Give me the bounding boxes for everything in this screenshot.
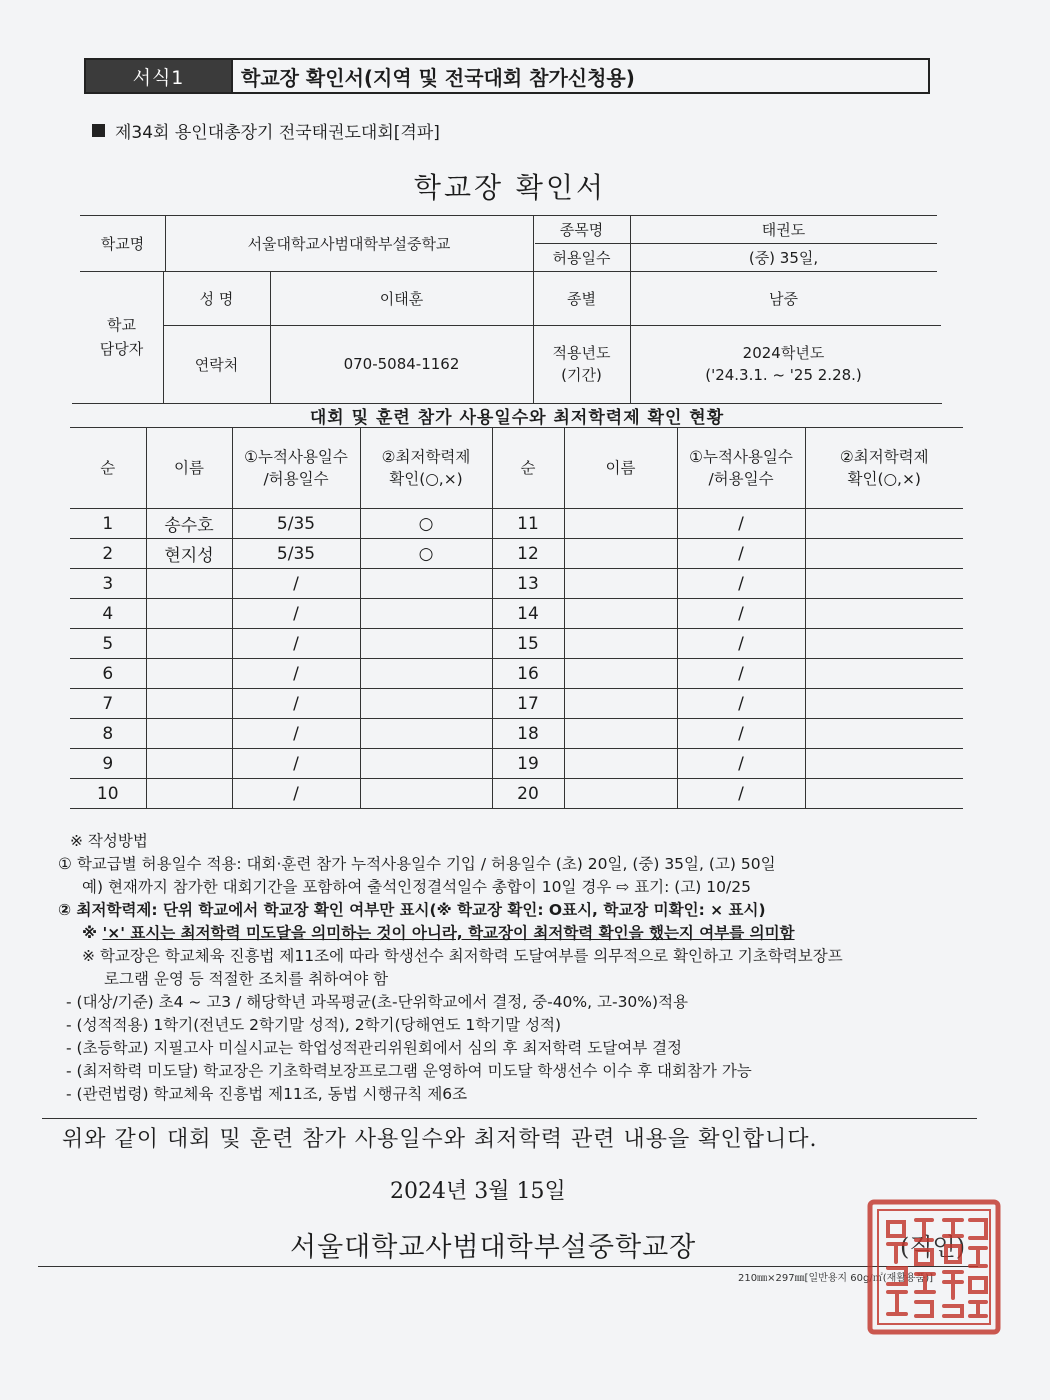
student-name xyxy=(146,659,232,689)
principal-title: 서울대학교사범대학부설중학교장 xyxy=(290,1232,697,1263)
detail-law: - (관련법령) 학교체육 진흥법 제11조, 동법 시행규칙 제6조 xyxy=(66,1085,468,1103)
usage-table xyxy=(70,427,963,809)
student-name xyxy=(564,719,677,749)
min-academic-check: ○ xyxy=(360,539,492,569)
min-academic-check xyxy=(805,599,963,629)
used-days: 5/35 xyxy=(232,539,360,569)
note-2b-line-2: 로그램 운영 등 적절한 조치를 취하여야 함 xyxy=(104,970,389,988)
used-days: / xyxy=(232,569,360,599)
min-academic-check xyxy=(805,719,963,749)
form-code: 서식1 xyxy=(86,60,231,92)
column-header: 이름 xyxy=(146,428,232,509)
student-name: 현지성 xyxy=(146,539,232,569)
student-name xyxy=(564,509,677,539)
min-academic-check: ○ xyxy=(360,509,492,539)
row-number: 19 xyxy=(492,749,564,779)
student-name xyxy=(146,749,232,779)
used-days: / xyxy=(677,719,805,749)
contact-label: 연락처 xyxy=(194,355,239,374)
student-name xyxy=(564,689,677,719)
row-number: 1 xyxy=(70,509,146,539)
form-header xyxy=(84,58,930,94)
student-name: 송수호 xyxy=(146,509,232,539)
column-header: ②최저학력제 확인(○,×) xyxy=(360,428,492,509)
student-name xyxy=(564,629,677,659)
seal-label: (직인) xyxy=(900,1233,966,1261)
event-line xyxy=(92,118,440,143)
row-number: 15 xyxy=(492,629,564,659)
used-days: / xyxy=(677,689,805,719)
column-header: 순 xyxy=(70,428,146,509)
used-days: / xyxy=(677,509,805,539)
row-number: 11 xyxy=(492,509,564,539)
year-value: 2024학년도 ('24.3.1. ~ '25 2.28.) xyxy=(705,344,862,384)
student-name xyxy=(146,629,232,659)
table-row xyxy=(70,749,963,779)
used-days: / xyxy=(677,629,805,659)
table-row xyxy=(70,599,963,629)
student-name xyxy=(146,779,232,809)
used-days: / xyxy=(232,749,360,779)
min-academic-check xyxy=(805,569,963,599)
student-name xyxy=(564,599,677,629)
detail-target: - (대상/기준) 초4 ~ 고3 / 해당학년 과목평균(초-단위학교에서 결정, 중-40%, 고-30%)적용 xyxy=(66,993,689,1011)
row-number: 9 xyxy=(70,749,146,779)
divider xyxy=(42,1118,977,1119)
table-row xyxy=(70,719,963,749)
used-days: / xyxy=(677,659,805,689)
used-days: / xyxy=(232,719,360,749)
category-value: 남중 xyxy=(769,289,798,308)
row-number: 13 xyxy=(492,569,564,599)
name-value: 이태훈 xyxy=(379,289,424,308)
row-number: 3 xyxy=(70,569,146,599)
year-label: 적용년도 (기간) xyxy=(552,344,611,384)
name-label: 성 명 xyxy=(199,289,234,308)
min-academic-check xyxy=(360,749,492,779)
min-academic-check xyxy=(360,719,492,749)
section-title: 대회 및 훈련 참가 사용일수와 최저학력제 확인 현황 xyxy=(309,408,725,428)
document-title: 학교장 확인서 xyxy=(413,171,607,204)
table-row xyxy=(70,509,963,539)
contact-value: 070-5084-1162 xyxy=(343,355,460,373)
min-academic-check xyxy=(360,659,492,689)
student-name xyxy=(564,539,677,569)
min-academic-check xyxy=(805,509,963,539)
used-days: / xyxy=(677,539,805,569)
note-2a-text: '×' 표시는 최저학력 미도달을 의미하는 것이 아니라, 학교장이 최저학력 확인을 했는지 여부를 의미함 xyxy=(102,924,795,942)
used-days: / xyxy=(232,689,360,719)
note-2: ② 최저학력제: 단위 학교에서 학교장 확인 여부만 표시(※ 학교장 확인: O표시, 학교장 미확인: × 표시) xyxy=(58,901,766,919)
note-1: ① 학교급별 허용일수 적용: 대회·훈련 참가 누적사용일수 기입 / 허용일수 (초) 20일, (중) 35일, (고) 50일 xyxy=(58,855,776,873)
black-square-icon xyxy=(92,124,105,137)
used-days: 5/35 xyxy=(232,509,360,539)
student-name xyxy=(564,779,677,809)
form-title: 학교장 확인서(지역 및 전국대회 참가신청용) xyxy=(231,60,928,92)
min-academic-check xyxy=(360,569,492,599)
school-value: 서울대학교사범대학부설중학교 xyxy=(247,234,451,253)
detail-not-reached: - (최저학력 미도달) 학교장은 기초학력보장프로그램 운영하여 미도달 학생선수 이수 후 대회참가 가능 xyxy=(66,1062,752,1080)
confirmation-text: 위와 같이 대회 및 훈련 참가 사용일수와 최저학력 관련 내용을 확인합니다. xyxy=(62,1127,818,1152)
note-2a xyxy=(58,922,978,945)
event-name: 제34회 용인대총장기 전국태권도대회[격파] xyxy=(115,123,440,143)
row-number: 5 xyxy=(70,629,146,659)
min-academic-check xyxy=(805,779,963,809)
row-number: 12 xyxy=(492,539,564,569)
used-days: / xyxy=(677,599,805,629)
min-academic-check xyxy=(360,629,492,659)
student-name xyxy=(146,719,232,749)
official-seal-icon xyxy=(866,1198,1002,1336)
table-row xyxy=(70,689,963,719)
sport-label: 종목명 xyxy=(559,220,604,239)
row-number: 14 xyxy=(492,599,564,629)
used-days: / xyxy=(677,779,805,809)
allowed-days-label: 허용일수 xyxy=(552,248,611,267)
note-2a-mark: ※ xyxy=(82,924,98,942)
row-number: 6 xyxy=(70,659,146,689)
allowed-days-value: (중) 35일, xyxy=(748,248,819,267)
min-academic-check xyxy=(360,599,492,629)
note-2b-line-1: ※ 학교장은 학교체육 진흥법 제11조에 따라 학생선수 최저학력 도달여부를 의무적으로 확인하고 기초학력보장프 xyxy=(82,947,843,965)
min-academic-check xyxy=(805,629,963,659)
detail-grades: - (성적적용) 1학기(전년도 2학기말 성적), 2학기(당해연도 1학기말 성적) xyxy=(66,1016,562,1034)
student-name xyxy=(146,599,232,629)
column-header: ①누적사용일수 /허용일수 xyxy=(232,428,360,509)
student-name xyxy=(564,569,677,599)
row-number: 20 xyxy=(492,779,564,809)
column-header: 이름 xyxy=(564,428,677,509)
table-row xyxy=(70,629,963,659)
row-number: 17 xyxy=(492,689,564,719)
student-name xyxy=(564,659,677,689)
manager-label: 학교 담당자 xyxy=(99,316,144,358)
student-name xyxy=(146,569,232,599)
student-name xyxy=(564,749,677,779)
column-header: ①누적사용일수 /허용일수 xyxy=(677,428,805,509)
min-academic-check xyxy=(805,689,963,719)
table-row xyxy=(70,659,963,689)
table-row xyxy=(70,779,963,809)
table-row xyxy=(70,569,963,599)
issue-date: 2024년 3월 15일 xyxy=(390,1179,566,1204)
row-number: 8 xyxy=(70,719,146,749)
student-name xyxy=(146,689,232,719)
row-number: 16 xyxy=(492,659,564,689)
used-days: / xyxy=(232,629,360,659)
row-number: 10 xyxy=(70,779,146,809)
category-label: 종별 xyxy=(567,289,596,308)
min-academic-check xyxy=(805,659,963,689)
column-header: ②최저학력제 확인(○,×) xyxy=(805,428,963,509)
table-row xyxy=(70,539,963,569)
used-days: / xyxy=(232,599,360,629)
row-number: 7 xyxy=(70,689,146,719)
notes-heading: ※ 작성방법 xyxy=(70,832,148,850)
min-academic-check xyxy=(805,749,963,779)
sport-value: 태권도 xyxy=(761,220,806,239)
row-number: 4 xyxy=(70,599,146,629)
paper-spec: 210㎜×297㎜[일반용지 60g/㎡(재활용품)] xyxy=(738,1273,934,1284)
used-days: / xyxy=(677,749,805,779)
min-academic-check xyxy=(360,779,492,809)
used-days: / xyxy=(232,779,360,809)
used-days: / xyxy=(677,569,805,599)
detail-elementary: - (초등학교) 지필고사 미실시교는 학업성적관리위원회에서 심의 후 최저학력 도달여부 결정 xyxy=(66,1039,683,1057)
usage-header-row xyxy=(70,428,963,509)
row-number: 18 xyxy=(492,719,564,749)
column-header: 순 xyxy=(492,428,564,509)
min-academic-check xyxy=(805,539,963,569)
school-label: 학교명 xyxy=(100,234,145,253)
used-days: / xyxy=(232,659,360,689)
min-academic-check xyxy=(360,689,492,719)
bottom-divider xyxy=(38,1266,978,1267)
note-1-example: 예) 현재까지 참가한 대회기간을 포함하여 출석인정결석일수 총합이 10일 경우 ⇨ 표기: (고) 10/25 xyxy=(82,878,751,896)
row-number: 2 xyxy=(70,539,146,569)
instructions xyxy=(58,830,978,1106)
